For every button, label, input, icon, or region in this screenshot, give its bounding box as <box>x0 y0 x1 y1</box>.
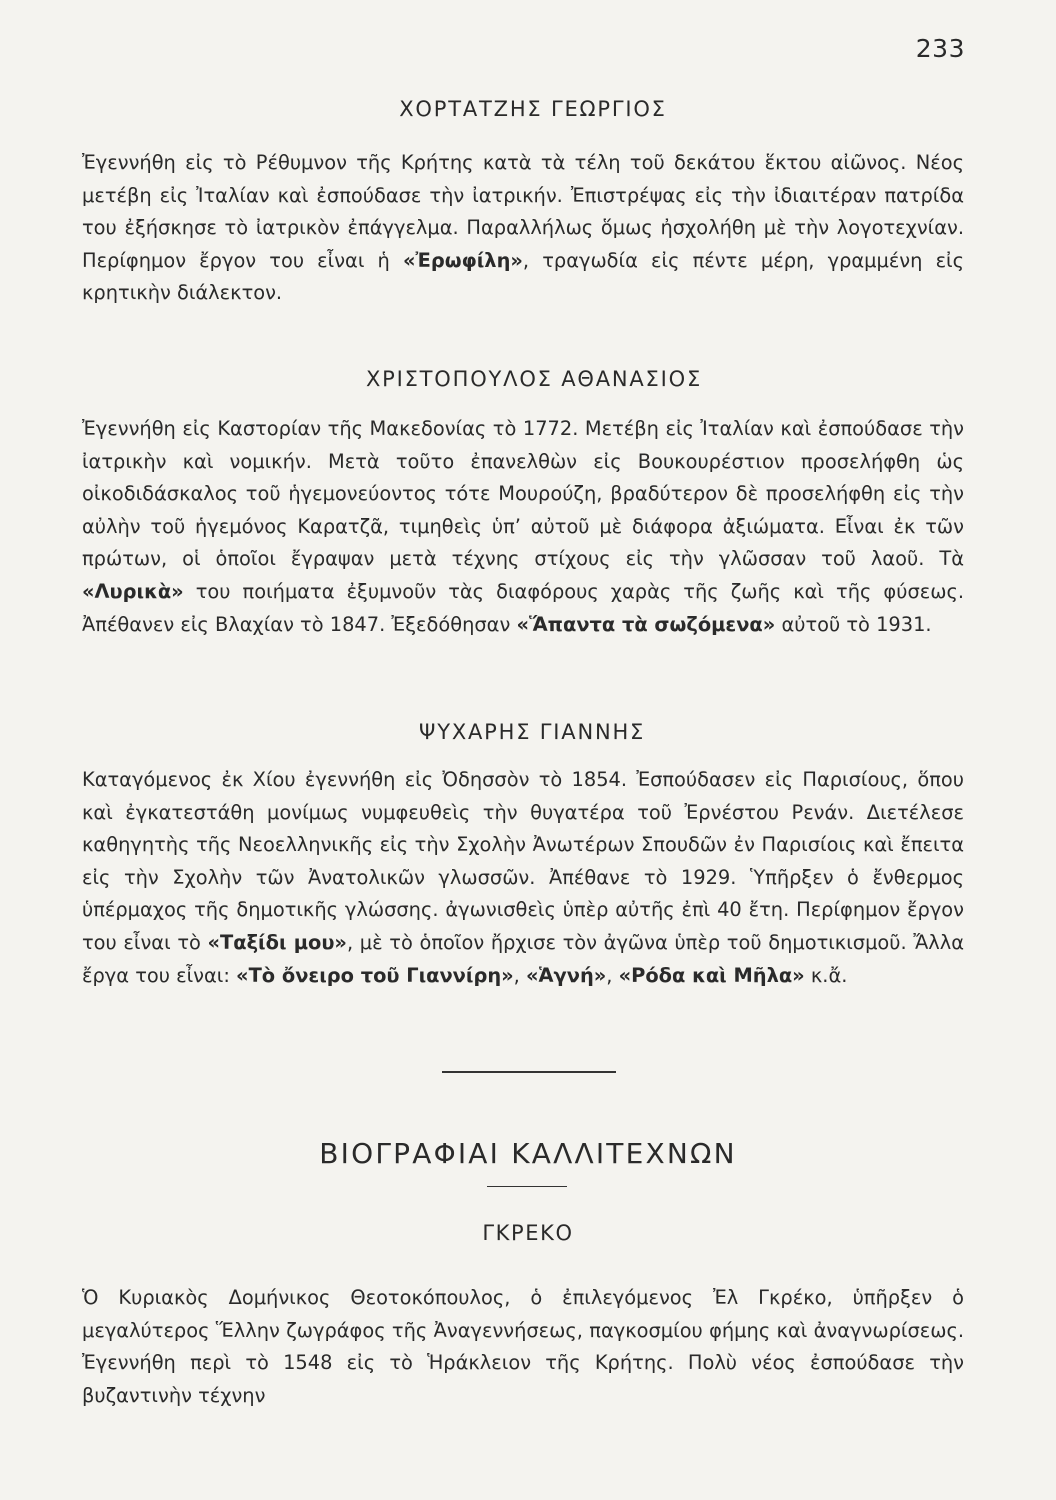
text: αὐτοῦ τὸ 1931. <box>775 612 932 636</box>
text: Ἐγεννήθη εἰς Καστορίαν τῆς Μακεδονίας τὸ 1772. Μετέβη εἰς Ἰταλίαν καὶ ἐσπούδασε τὴν ἰατρικὴν καὶ νομικήν. Μετὰ τοῦτο ἐπανελθὼν εἰς Βουκουρέστιον προσελήφθη ὡς οἰκοδιδάσκαλος τοῦ ἡγεμονεύοντος τότε Μουρούζη, βραδύτερον δὲ προσελήφθη εἰς τὴν αὐλὴν τοῦ ἡγεμόνος Καρατζᾶ, τιμηθεὶς ὑπ’ αὐτοῦ μὲ διάφορα ἀξιώματα. Εἶναι ἐκ τῶν πρώτων, οἱ ὁποῖοι ἔγραψαν μετὰ τέχνης στίχους εἰς τὴν γλῶσσαν τοῦ λαοῦ. Τὰ <box>82 417 964 571</box>
text: κ.ἄ. <box>804 963 848 987</box>
work-title: «Ἁγνή» <box>526 963 607 987</box>
text: Καταγόμενος ἐκ Χίου ἐγεννήθη εἰς Ὀδησσὸν τὸ 1854. Ἐσπούδασεν εἰς Παρισίους, ὅπου καὶ ἐγκατεστάθη μονίμως νυμφευθεὶς τὴν θυγατέρα τοῦ Ἐρνέστου Ρενάν. Διετέλεσε καθηγητὴς τῆς Νεοελληνικῆς εἰς τὴν Σχολὴν Ἀνωτέρων Σπουδῶν ἐν Παρισίοις καὶ ἔπειτα εἰς τὴν Σχολὴν τῶν Ἀνατολικῶν γλωσσῶν. Ἀπέθανε τὸ 1929. Ὑπῆρξεν ὁ ἔνθερμος ὑπέρμαχος τῆς δημοτικῆς γλώσσης. ἀγωνισθεὶς ὑπὲρ αὐτῆς ἐπὶ 40 ἔτη. Περίφημον ἔργον του εἶναι τὸ <box>82 768 964 954</box>
heading-divider <box>487 1186 567 1187</box>
page-number: 233 <box>915 34 965 63</box>
work-title: «Ἐρωφίλη» <box>402 248 523 272</box>
work-title: «Ρόδα καὶ Μῆλα» <box>618 963 805 987</box>
text: Ἐγεννήθη εἰς τὸ Ρέθυμνον τῆς Κρήτης κατὰ τὰ τέλη τοῦ δεκάτου ἕκτου αἰῶνος. Νέος μετέβη εἰς Ἰταλίαν καὶ ἐσπούδασε τὴν ἰατρικήν. Ἐπιστρέψας εἰς τὴν ἰδιαιτέραν πατρίδα του ἐξήσκησε τὸ ἰατρικὸν ἐπάγγελμα. Παραλλήλως ὅμως ἠσχολήθη μὲ τὴν λογοτεχνίαν. Περίφημον ἔργον του εἶναι ἡ <box>82 151 964 272</box>
text: του ποιήματα ἐξυμνοῦν τὰς διαφόρους χαρὰς τῆς ζωῆς καὶ τῆς φύσεως. Ἀπέθανεν εἰς Βλαχίαν τὸ 1847. Ἐξεδόθησαν <box>82 579 964 636</box>
text: , <box>513 963 526 987</box>
paragraph-greko <box>82 1282 964 1412</box>
heading-greko: ΓΚΡΕΚΟ <box>482 1221 574 1245</box>
work-title: «Ταξίδι μου» <box>207 930 347 954</box>
heading-chortatzis: ΧΟΡΤΑΤΖΗΣ ΓΕΩΡΓΙΟΣ <box>399 97 667 121</box>
section-divider <box>442 1071 616 1073</box>
heading-christopoulos: ΧΡΙΣΤΟΠΟΥΛΟΣ ΑΘΑΝΑΣΙΟΣ <box>365 367 703 391</box>
work-title: «Ἅπαντα τὰ σωζόμενα» <box>516 612 776 636</box>
text: , τραγωδία εἰς πέντε μέρη, γραμμένη εἰς κρητικὴν διάλεκτον. <box>82 248 964 305</box>
work-title: «Τὸ ὄνειρο τοῦ Γιαννίρη» <box>236 963 514 987</box>
heading-psycharis: ΨΥΧΑΡΗΣ ΓΙΑΝΝΗΣ <box>418 720 646 744</box>
text: , <box>606 963 619 987</box>
work-title: «Λυρικὰ» <box>82 579 184 603</box>
heading-biografiai-kallitechnon: ΒΙΟΓΡΑΦΙΑΙ ΚΑΛΛΙΤΕΧΝΩΝ <box>319 1137 737 1170</box>
text: , μὲ τὸ ὁποῖον ἤρχισε τὸν ἀγῶνα ὑπὲρ τοῦ δημοτικισμοῦ. Ἄλλα ἔργα του εἶναι: <box>82 930 964 987</box>
paragraph-psycharis <box>82 764 964 992</box>
text: Ὁ Κυριακὸς Δομήνικος Θεοτοκόπουλος, ὁ ἐπιλεγόμενος Ἐλ Γκρέκο, ὑπῆρξεν ὁ μεγαλύτερος Ἕλλην ζωγράφος τῆς Ἀναγεννήσεως, παγκοσμίου φήμης καὶ ἀναγνωρίσεως. Ἐγεννήθη περὶ τὸ 1548 εἰς τὸ Ἡράκλειον τῆς Κρήτης. Πολὺ νέος ἐσπούδασε τὴν βυζαντινὴν τέχνην <box>82 1286 964 1407</box>
paragraph-christopoulos <box>82 413 964 641</box>
paragraph-chortatzis <box>82 147 964 310</box>
